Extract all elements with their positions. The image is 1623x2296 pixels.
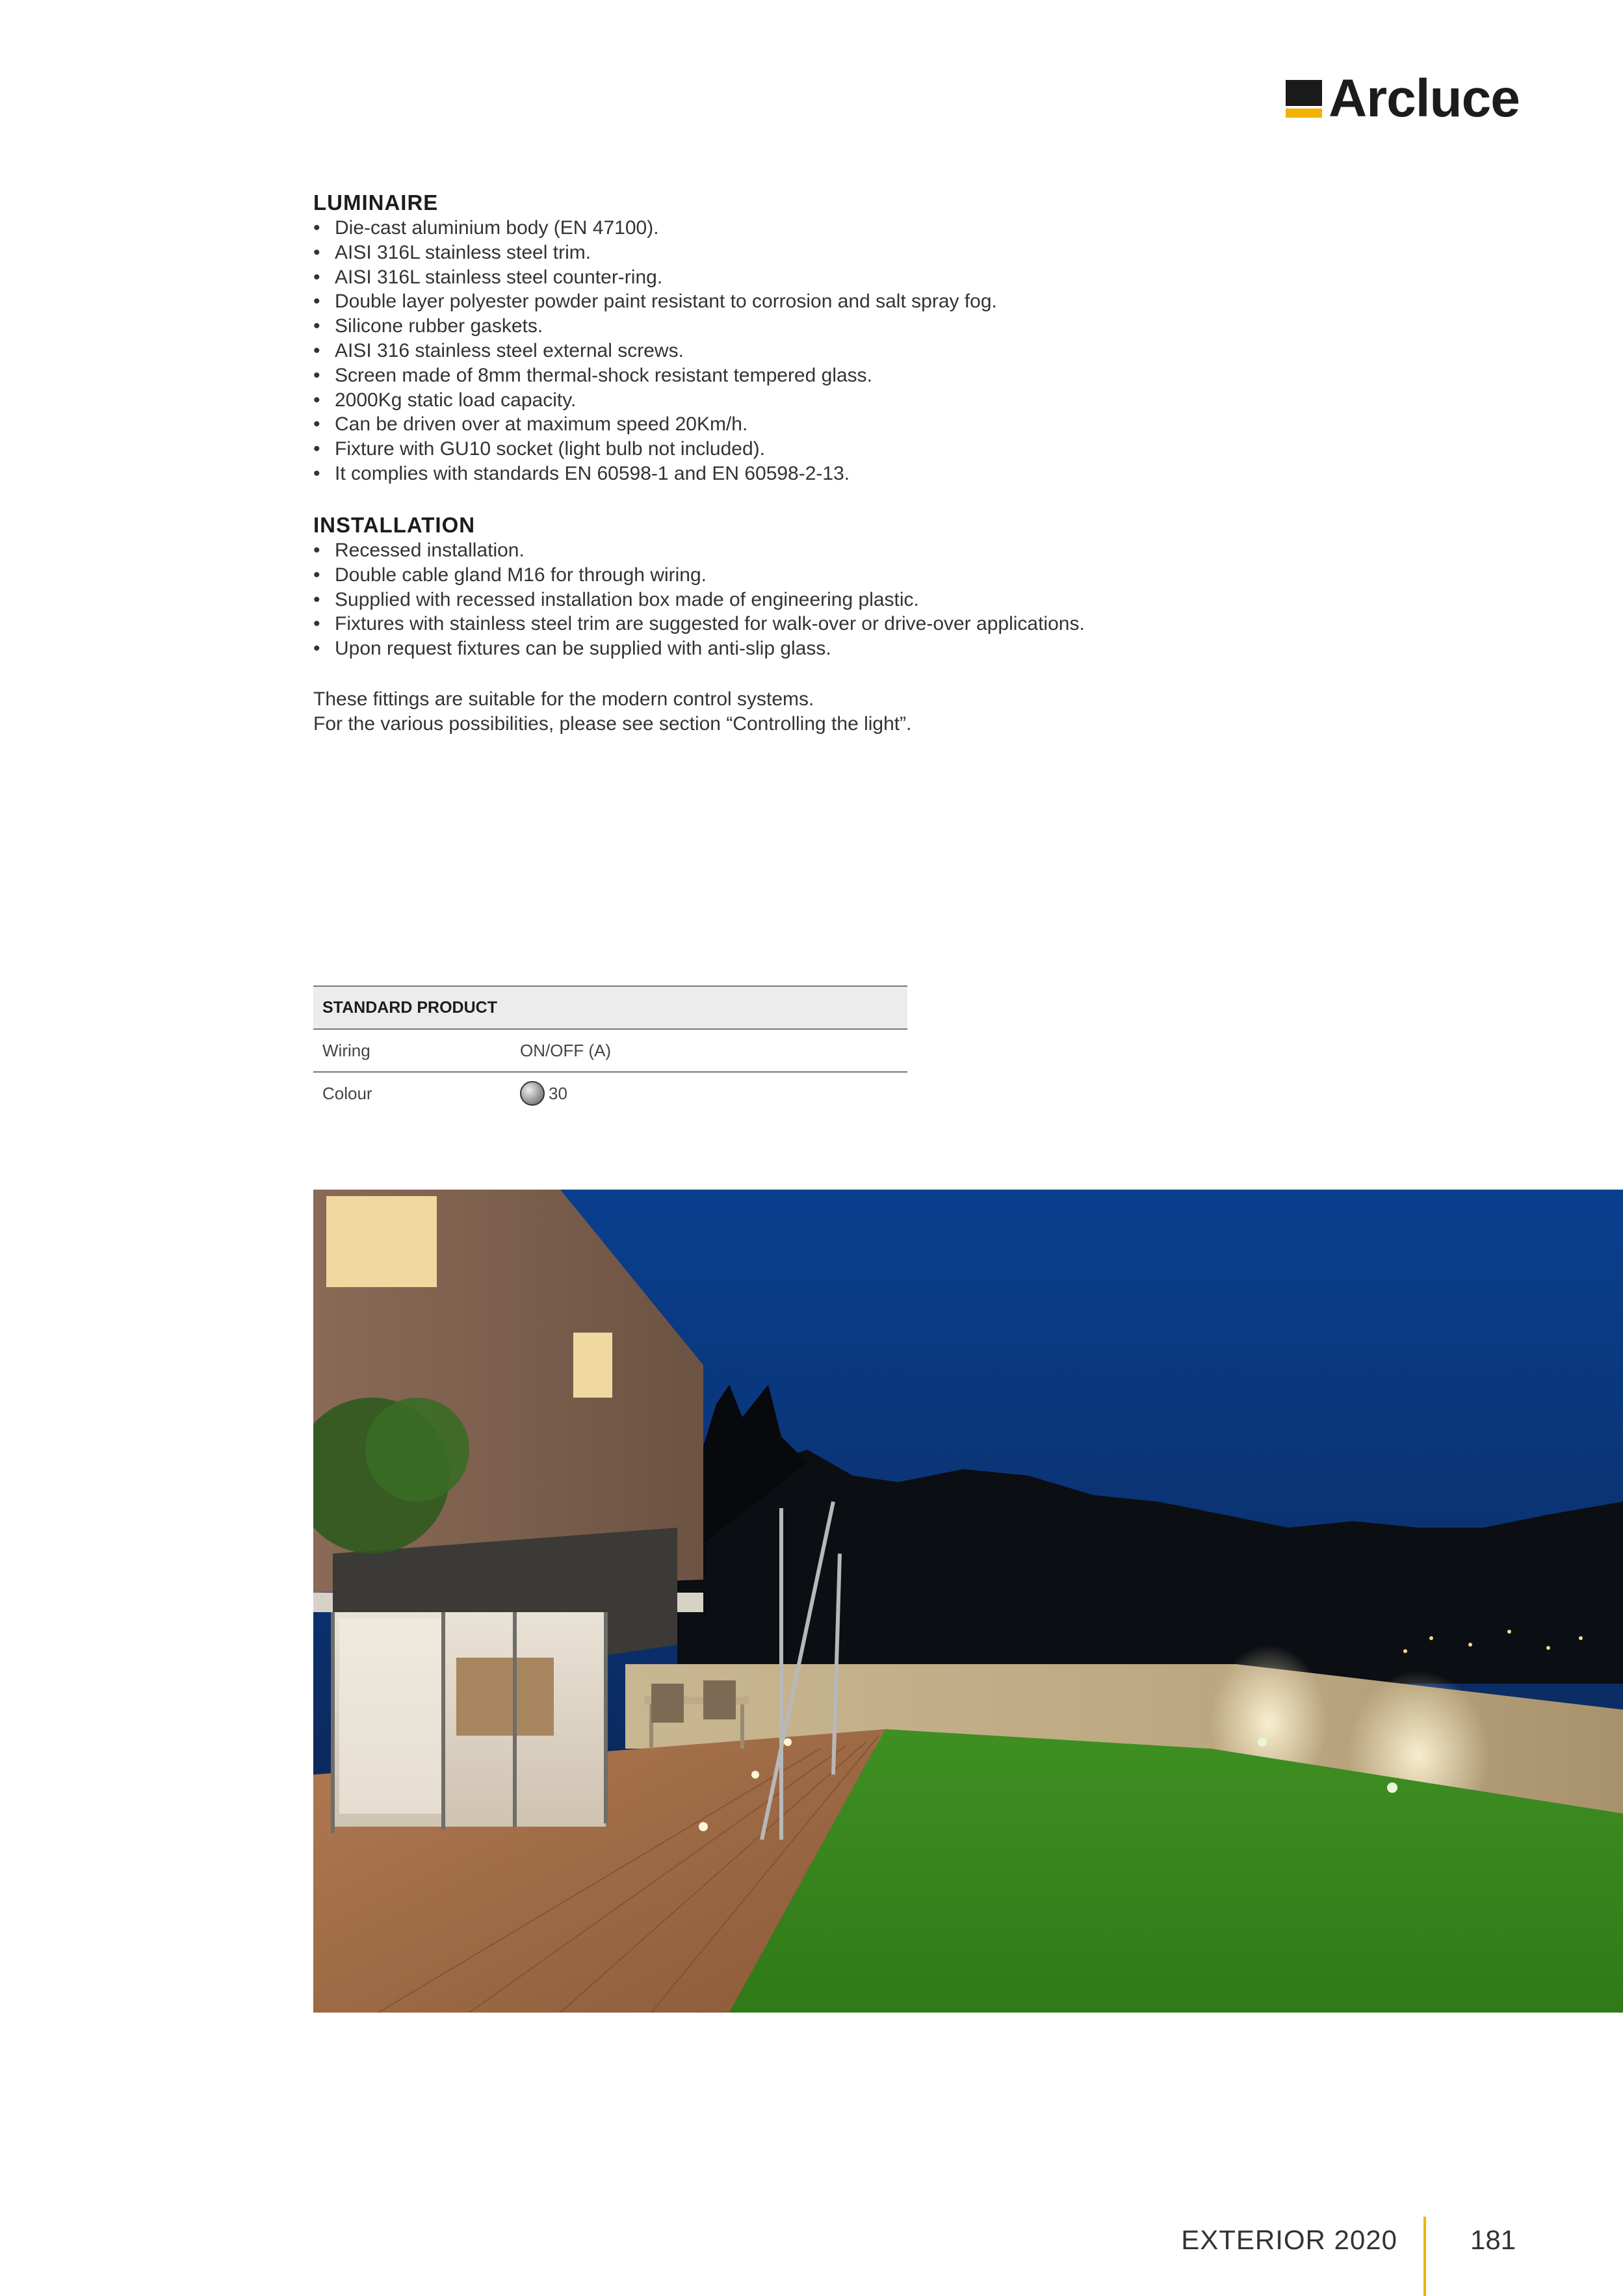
list-item: • Fixtures with stainless steel trim are suggested for walk-over or drive-over applications. xyxy=(313,612,1085,636)
colour-swatch-icon xyxy=(520,1081,545,1106)
row-value: ON/OFF (A) xyxy=(520,1040,612,1060)
brand-logo xyxy=(1286,69,1520,128)
luminaire-title: LUMINAIRE xyxy=(313,190,439,215)
note-line-2: For the various possibilities, please see section “Controlling the light”. xyxy=(313,712,912,735)
row-value-wrap xyxy=(520,1081,567,1106)
list-item: • It complies with standards EN 60598-1 and EN 60598-2-13. xyxy=(313,462,997,486)
list-item: • AISI 316L stainless steel counter-ring. xyxy=(313,265,997,290)
installation-title: INSTALLATION xyxy=(313,513,476,537)
list-item: • Die-cast aluminium body (EN 47100). xyxy=(313,216,997,241)
list-item: • Recessed installation. xyxy=(313,538,1085,563)
footer-catalogue: EXTERIOR 2020 xyxy=(1181,2224,1397,2255)
note-line-1: These fittings are suitable for the modern control systems. xyxy=(313,688,814,710)
list-item: • Screen made of 8mm thermal-shock resistant tempered glass. xyxy=(313,363,997,388)
table-row-wiring xyxy=(313,1030,907,1073)
garden-night-photo xyxy=(313,1190,1623,2013)
list-item: • Can be driven over at maximum speed 20Km/h. xyxy=(313,412,997,437)
page-number: 181 xyxy=(1470,2224,1516,2255)
list-item: • Supplied with recessed installation box made of engineering plastic. xyxy=(313,588,1085,612)
list-item: • Silicone rubber gaskets. xyxy=(313,314,997,339)
list-item: • 2000Kg static load capacity. xyxy=(313,388,997,413)
list-item: • Double layer polyester powder paint resistant to corrosion and salt spray fog. xyxy=(313,289,997,314)
row-label: Wiring xyxy=(322,1040,370,1060)
row-label: Colour xyxy=(322,1083,372,1103)
brand-name: Arcluce xyxy=(1329,69,1520,128)
footer-divider xyxy=(1423,2217,1426,2296)
list-item: • Double cable gland M16 for through wiring. xyxy=(313,563,1085,588)
standard-product-table xyxy=(313,985,907,1114)
installation-section xyxy=(313,512,1085,661)
luminaire-list xyxy=(313,216,997,486)
logo-mark-icon xyxy=(1286,80,1322,118)
list-item: • Upon request fixtures can be supplied with anti-slip glass. xyxy=(313,636,1085,661)
control-note xyxy=(313,687,911,737)
table-row-colour xyxy=(313,1073,907,1114)
installation-list xyxy=(313,538,1085,661)
row-value: 30 xyxy=(549,1083,567,1103)
list-item: • Fixture with GU10 socket (light bulb not included). xyxy=(313,437,997,462)
list-item: • AISI 316L stainless steel trim. xyxy=(313,241,997,265)
table-header: STANDARD PRODUCT xyxy=(313,985,907,1030)
luminaire-section xyxy=(313,190,997,486)
list-item: • AISI 316 stainless steel external screws. xyxy=(313,339,997,363)
